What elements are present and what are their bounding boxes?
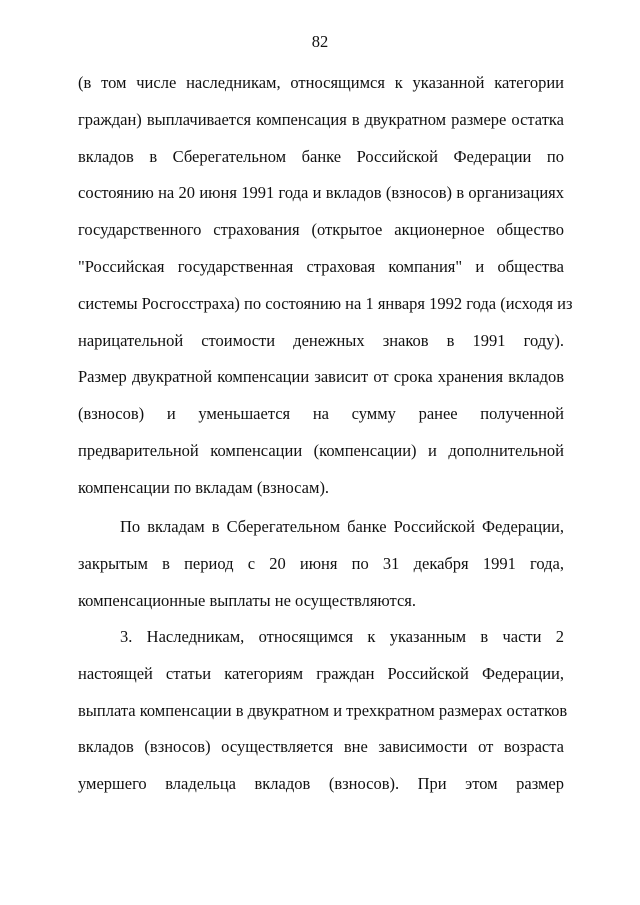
- paragraph-1: [78, 65, 573, 507]
- text-line: По вкладам в Сберегательном банке Российской Федерации,: [120, 517, 564, 536]
- text-line: "Российская государственная страховая компания" и общества: [78, 256, 564, 276]
- text-line: нарицательной стоимости денежных знаков в 1991 году).: [78, 330, 564, 350]
- text-line: выплата компенсации в двукратном и трехкратном размерах остатков: [78, 700, 568, 720]
- text-line: граждан) выплачивается компенсация в двукратном размере остатка: [78, 109, 564, 129]
- text-line: государственного страхования (открытое акционерное общество: [78, 220, 564, 240]
- text-line: закрытым в период с 20 июня по 31 декабря 1991 года,: [78, 553, 564, 573]
- text-line: (взносов) и уменьшается на сумму ранее полученной: [78, 404, 564, 424]
- text-line: состоянию на 20 июня 1991 года и вкладов (взносов) в организациях: [78, 183, 564, 203]
- paragraph-3: [78, 619, 568, 803]
- text-line: настоящей статьи категориям граждан Российской Федерации,: [78, 663, 564, 683]
- text-line: системы Росгосстраха) по состоянию на 1 января 1992 года (исходя из: [78, 293, 573, 313]
- text-line: вкладов (взносов) осуществляется вне зависимости от возраста: [78, 737, 564, 757]
- text-line: компенсационные выплаты не осуществляются.: [78, 590, 416, 610]
- text-line: компенсации по вкладам (взносам).: [78, 477, 330, 497]
- text-line: предварительной компенсации (компенсации) и дополнительной: [78, 440, 564, 460]
- text-line: 3. Наследникам, относящимся к указанным в части 2: [120, 627, 564, 646]
- text-line: Размер двукратной компенсации зависит от срока хранения вкладов: [78, 367, 564, 387]
- paragraph-2: [78, 509, 564, 619]
- page-number: 82: [311, 32, 329, 51]
- text-line: вкладов в Сберегательном банке Российской Федерации по: [78, 146, 564, 166]
- text-line: (в том числе наследникам, относящимся к указанной категории: [78, 73, 564, 92]
- text-line: умершего владельца вкладов (взносов). При этом размер: [78, 774, 564, 794]
